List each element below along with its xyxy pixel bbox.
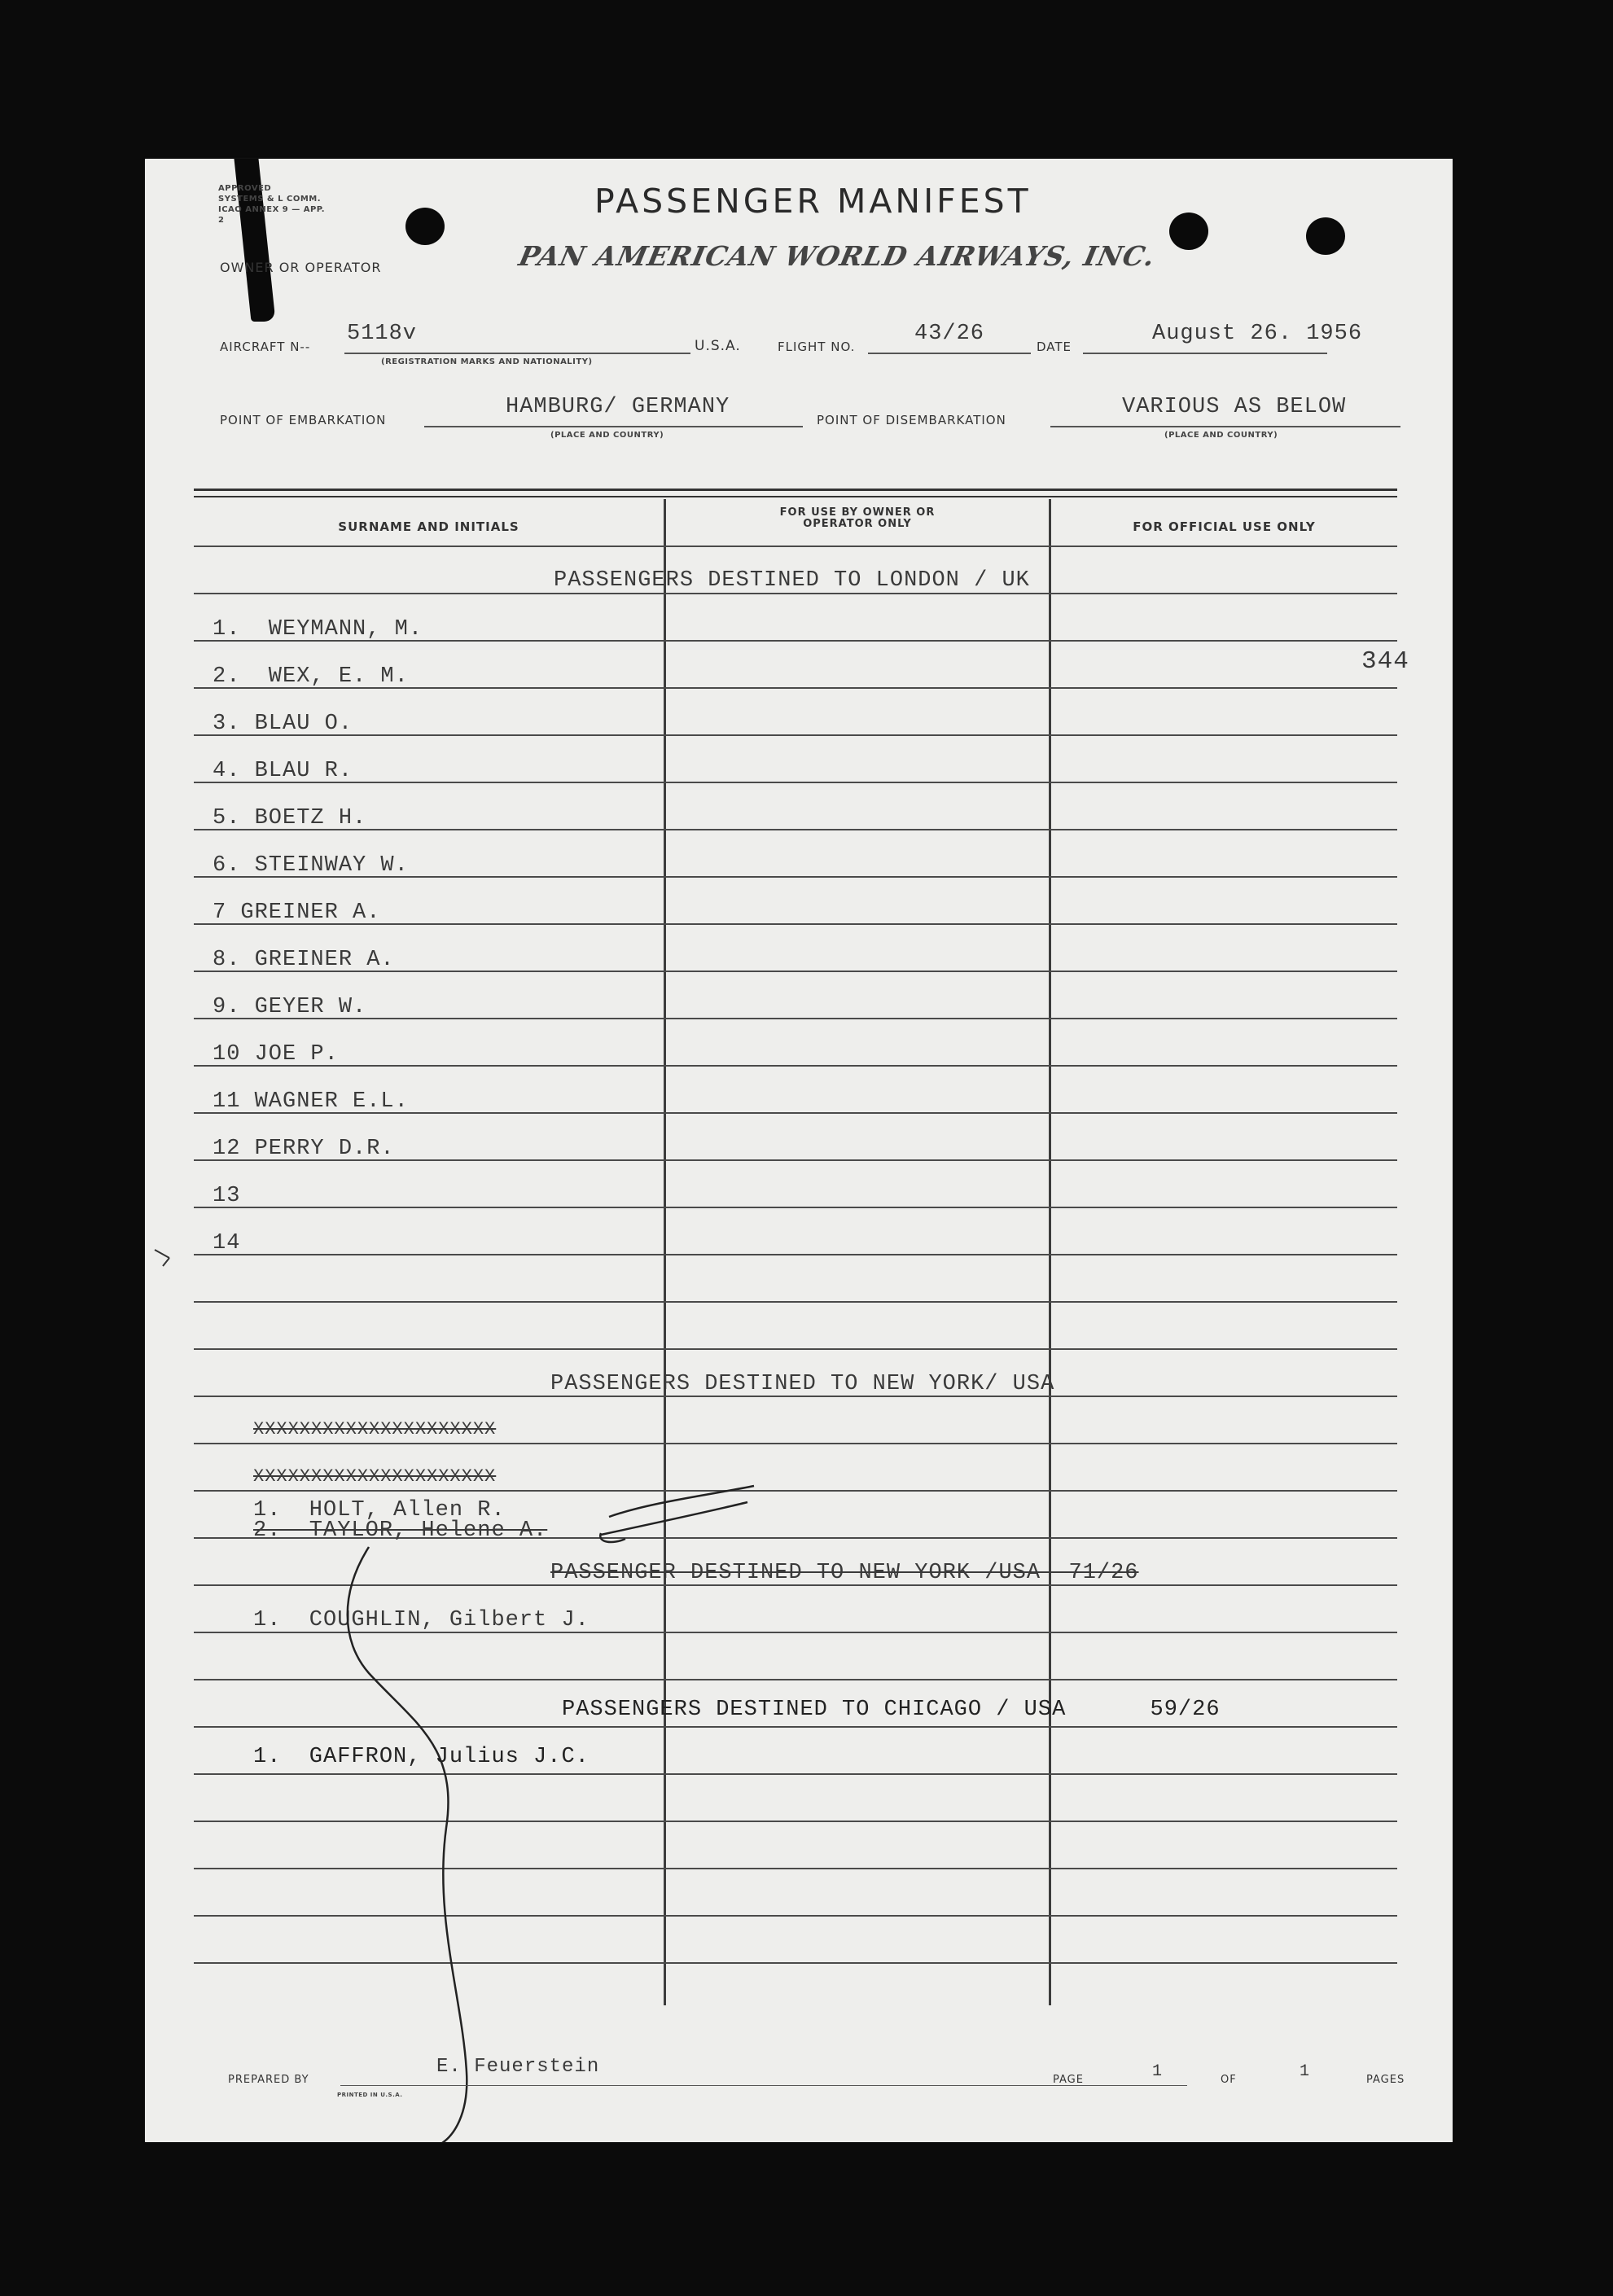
list-item: 10 JOE P. bbox=[213, 1042, 339, 1067]
aircraft-label: AIRCRAFT N-- bbox=[220, 340, 311, 354]
company-name: PAN AMERICAN WORLD AIRWAYS, INC. bbox=[515, 240, 1159, 272]
list-item: 3. BLAU O. bbox=[213, 712, 353, 736]
list-item: 13 bbox=[213, 1184, 241, 1208]
list-item: 1. WEYMANN, M. bbox=[213, 617, 423, 642]
section-chicago: PASSENGERS DESTINED TO CHICAGO / USA 59/26 bbox=[562, 1698, 1221, 1722]
prepared-value: E. Feuerstein bbox=[436, 2056, 600, 2078]
of-label: OF bbox=[1221, 2074, 1237, 2086]
of-value: 1 bbox=[1300, 2062, 1311, 2081]
disembark-label: POINT OF DISEMBARKATION bbox=[817, 413, 1006, 427]
list-item: 11 WAGNER E.L. bbox=[213, 1089, 409, 1114]
approval-block: APPROVED SYSTEMS & L COMM. ICAO ANNEX 9 — APP. 2 bbox=[218, 184, 326, 225]
embark-label: POINT OF EMBARKATION bbox=[220, 413, 387, 427]
list-item: 8. GREINER A. bbox=[213, 948, 395, 972]
list-item: 14 bbox=[213, 1231, 241, 1255]
embark-note: (PLACE AND COUNTRY) bbox=[550, 431, 664, 440]
list-item: 1. GAFFRON, Julius J.C. bbox=[253, 1745, 590, 1769]
list-item: 1. HOLT, Allen R. bbox=[253, 1498, 506, 1523]
pen-marks bbox=[145, 159, 1453, 2142]
struck-line: XXXXXXXXXXXXXXXXXXXXX bbox=[253, 1419, 497, 1439]
list-item: 2. TAYLOR, Helene A. bbox=[253, 1518, 548, 1543]
list-item: 9. GEYER W. bbox=[213, 995, 367, 1019]
printed-note: PRINTED IN U.S.A. bbox=[337, 2092, 403, 2098]
section-newyork-2: PASSENGER DESTINED TO NEW YORK /USA 71/26 bbox=[550, 1561, 1139, 1585]
col-surname: SURNAME AND INITIALS bbox=[338, 519, 519, 534]
list-item: 4. BLAU R. bbox=[213, 759, 353, 783]
struck-line: XXXXXXXXXXXXXXXXXXXXX bbox=[253, 1466, 497, 1487]
usa-label: U.S.A. bbox=[695, 338, 741, 354]
list-item: 6. STEINWAY W. bbox=[213, 853, 409, 878]
flight-value: 43/26 bbox=[914, 322, 985, 346]
manifest-sheet bbox=[145, 159, 1453, 2142]
flight-label: FLIGHT NO. bbox=[778, 340, 856, 354]
embark-value: HAMBURG/ GERMANY bbox=[506, 395, 730, 419]
col-official: FOR OFFICIAL USE ONLY bbox=[1133, 519, 1316, 534]
col-owner-use: FOR USE BY OWNER OR OPERATOR ONLY bbox=[779, 506, 936, 530]
disembark-note: (PLACE AND COUNTRY) bbox=[1164, 431, 1278, 440]
list-item: 1. COUGHLIN, Gilbert J. bbox=[253, 1608, 590, 1632]
date-label: DATE bbox=[1037, 340, 1072, 354]
list-item: 7 GREINER A. bbox=[213, 900, 381, 925]
list-item: 2. WEX, E. M. bbox=[213, 664, 409, 689]
section-newyork: PASSENGERS DESTINED TO NEW YORK/ USA bbox=[550, 1372, 1055, 1396]
prepared-label: PREPARED BY bbox=[228, 2074, 309, 2086]
disembark-value: VARIOUS AS BELOW bbox=[1122, 395, 1347, 419]
page-value: 1 bbox=[1152, 2062, 1164, 2081]
list-item: 12 PERRY D.R. bbox=[213, 1137, 395, 1161]
registration-note: (REGISTRATION MARKS AND NATIONALITY) bbox=[381, 357, 593, 366]
page-label: PAGE bbox=[1053, 2074, 1084, 2086]
list-item: 5. BOETZ H. bbox=[213, 806, 367, 830]
pages-label: PAGES bbox=[1366, 2074, 1405, 2086]
date-value: August 26. 1956 bbox=[1152, 322, 1363, 346]
official-number: 344 bbox=[1361, 647, 1409, 676]
aircraft-value: 5118v bbox=[347, 322, 418, 346]
section-london: PASSENGERS DESTINED TO LONDON / UK bbox=[554, 568, 1030, 593]
page-title: PASSENGER MANIFEST bbox=[594, 182, 1032, 221]
owner-label: OWNER OR OPERATOR bbox=[220, 260, 382, 275]
